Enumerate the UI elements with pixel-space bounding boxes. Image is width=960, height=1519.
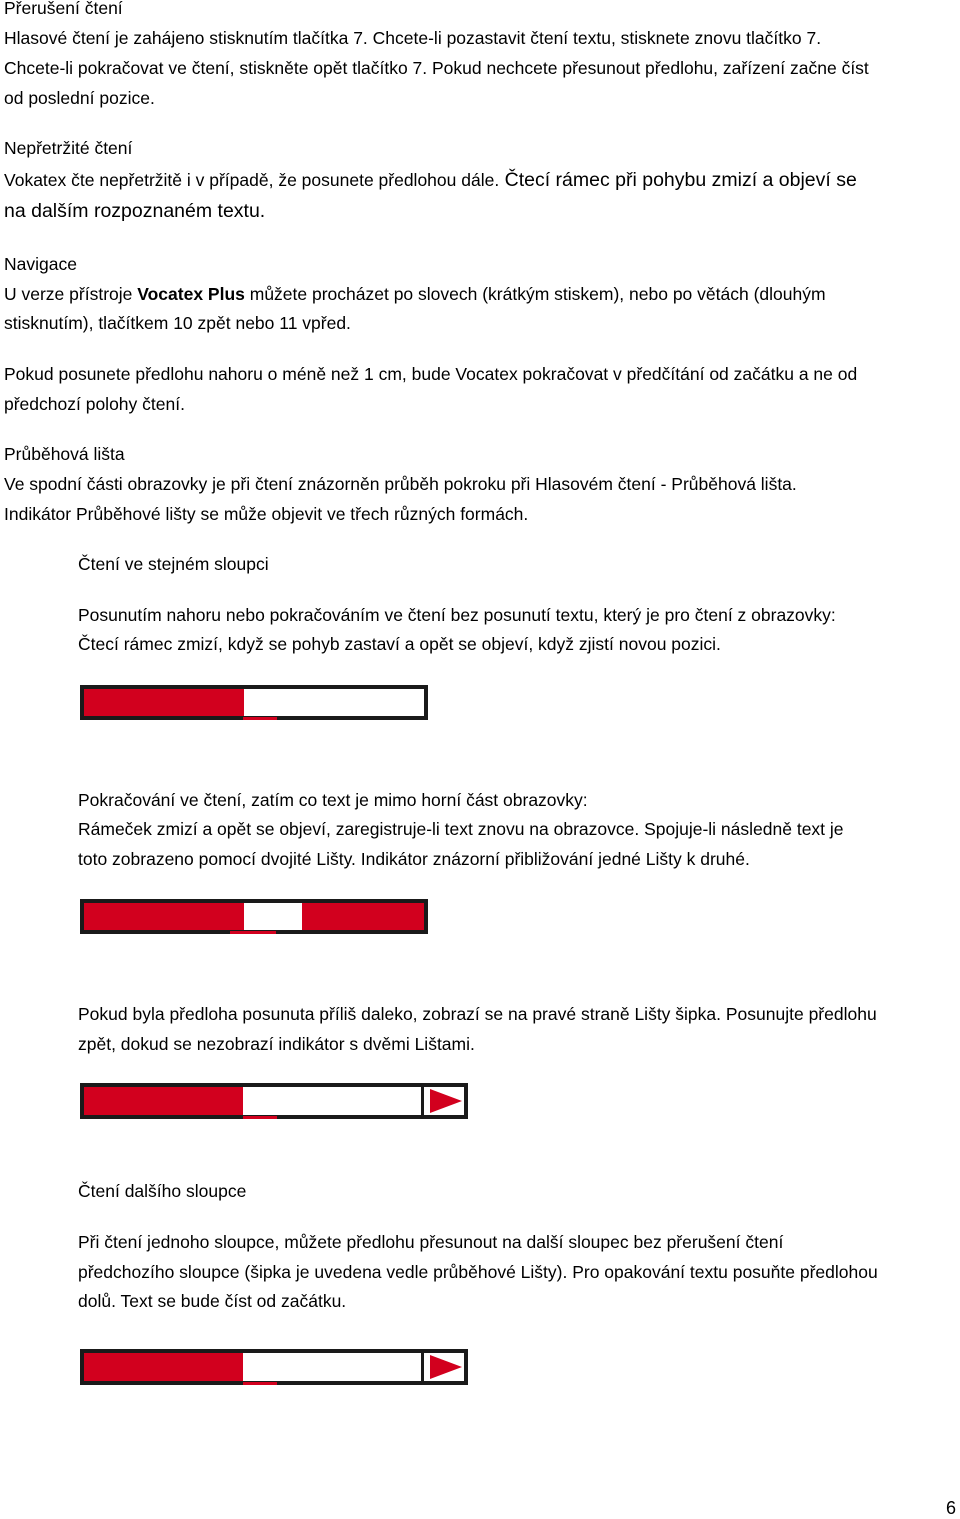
progress-marker <box>230 931 276 934</box>
paragraph-line: Při čtení jednoho sloupce, můžete předlohu přesunout na další sloupec bez přerušení čtení <box>78 1232 784 1252</box>
heading-interrupt: Přerušení čtení <box>4 0 123 18</box>
paragraph-line: od poslední pozice. <box>4 88 155 108</box>
paragraph-line: zpět, dokud se nezobrazí indikátor s dvěmi Lištami. <box>78 1034 475 1054</box>
paragraph-line: Čtecí rámec zmizí, když se pohyb zastaví a opět se objeví, když zjistí novou pozici. <box>78 634 721 654</box>
paragraph-line: dolů. Text se bude číst od začátku. <box>78 1291 347 1311</box>
progress-bar-single <box>80 685 428 720</box>
paragraph-line: stisknutím), tlačítkem 10 zpět nebo 11 vpřed. <box>4 313 351 333</box>
paragraph-line: Ve spodní části obrazovky je při čtení znázorněn průběh pokroku při Hlasovém čtení - Průběhová lišta. <box>4 474 797 494</box>
progress-fill <box>84 689 244 716</box>
paragraph-line: Indikátor Průběhové lišty se může objevit ve třech různých formách. <box>4 504 529 524</box>
paragraph-line <box>4 283 826 305</box>
paragraph-line: Pokračování ve čtení, zatím co text je mimo horní část obrazovky: <box>78 790 588 810</box>
paragraph-line: na dalším rozpoznaném textu. <box>4 200 266 222</box>
paragraph-line: toto zobrazeno pomocí dvojité Lišty. Indikátor znázorní přibližování jedné Lišty k druhé. <box>78 849 750 869</box>
arrow-right-icon <box>430 1089 462 1113</box>
heading-progress-bar: Průběhová lišta <box>4 444 125 464</box>
paragraph-line: předchozího sloupce (šipka je uvedena vedle průběhové Lišty). Pro opakování textu posuňte předlohou <box>78 1262 878 1282</box>
heading-continuous: Nepřetržité čtení <box>4 138 133 158</box>
progress-fill-left <box>84 903 244 930</box>
progress-fill <box>84 1353 243 1381</box>
paragraph-line: Posunutím nahoru nebo pokračováním ve čtení bez posunutí textu, který je pro čtení z obrazovky: <box>78 605 836 625</box>
progress-marker <box>243 717 277 720</box>
paragraph-line: Pokud posunete předlohu nahoru o méně než 1 cm, bude Vocatex pokračovat v předčítání od začátku a ne od <box>4 364 858 384</box>
progress-bar-arrow <box>80 1083 468 1119</box>
paragraph-line: Rámeček zmizí a opět se objeví, zaregistruje-li text znovu na obrazovce. Spojuje-li následně text je <box>78 819 844 839</box>
product-name: Vocatex Plus <box>137 284 245 304</box>
progress-fill-right <box>302 903 424 930</box>
text-span-large: Čtecí rámec při pohybu zmizí a objeví se <box>499 169 857 191</box>
text-span: můžete procházet po slovech (krátkým stiskem), nebo po větách (dlouhým <box>244 284 826 304</box>
text-span: U verze přístroje <box>4 284 138 304</box>
paragraph-line: předchozí polohy čtení. <box>4 394 185 414</box>
bar-divider <box>421 1087 424 1115</box>
progress-marker <box>243 1382 277 1385</box>
paragraph-line: Hlasové čtení je zahájeno stisknutím tlačítka 7. Chcete-li pozastavit čtení textu, stisknete znovu tlačítko 7. <box>4 28 822 48</box>
heading-next-column: Čtení dalšího sloupce <box>78 1181 247 1201</box>
progress-bar-double <box>80 899 428 934</box>
paragraph-line: Chcete-li pokračovat ve čtení, stiskněte opět tlačítko 7. Pokud nechcete přesunout předlohu, zařízení začne číst <box>4 58 869 78</box>
page-number: 6 <box>945 1498 956 1518</box>
progress-fill <box>84 1087 243 1115</box>
progress-marker <box>243 1116 277 1119</box>
heading-navigation: Navigace <box>4 254 77 274</box>
paragraph-line: Pokud byla předloha posunuta příliš daleko, zobrazí se na pravé straně Lišty šipka. Posunujte předlohu <box>78 1004 877 1024</box>
heading-same-column: Čtení ve stejném sloupci <box>78 554 269 574</box>
paragraph-line <box>4 169 857 191</box>
progress-bar-arrow <box>80 1349 468 1385</box>
arrow-right-icon <box>430 1355 462 1379</box>
text-span: Vokatex čte nepřetržitě i v případě, že posunete předlohou dále. <box>4 170 500 190</box>
bar-divider <box>421 1353 424 1381</box>
